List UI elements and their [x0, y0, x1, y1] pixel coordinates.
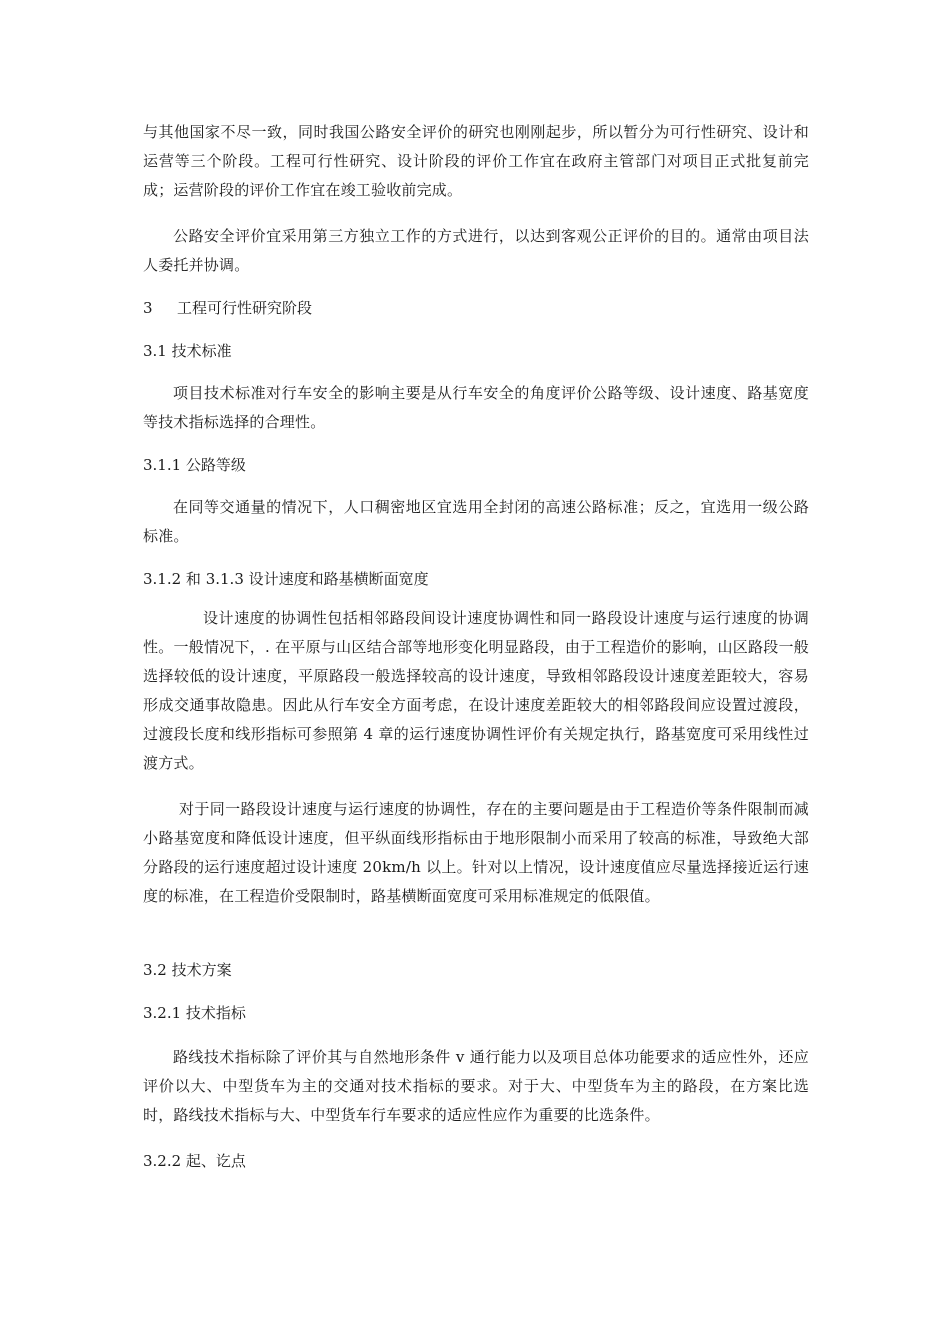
section-heading-3-1-2: 3.1.2 和 3.1.3 设计速度和路基横断面宽度 [143, 570, 429, 588]
section-heading-3-2: 3.2 技术方案 [143, 961, 232, 979]
paragraph-technical-standard: 项目技术标准对行车安全的影响主要是从行车安全的角度评价公路等级、设计速度、路基宽度等技术指标选择的合理性。 [143, 384, 809, 431]
section-heading-3-2-2: 3.2.2 起、讫点 [143, 1152, 246, 1170]
paragraph-operating-speed: 对于同一路段设计速度与运行速度的协调性，存在的主要问题是由于工程造价等条件限制而减小路基宽度和降低设计速度，但平纵面线形指标由于地形限制小而采用了较高的标准，导致绝大部分路段的运行速度超过设计速度 20km/h 以上。针对以上情况，设计速度值应尽量选择接近运行速度的标准，在工程造价受限制时，路基横断面宽度可采用标准规定的低限值。 [143, 800, 809, 905]
section-number: 3 [143, 299, 153, 317]
section-heading-3 [143, 294, 312, 323]
paragraph-technical-indicators: 路线技术指标除了评价其与自然地形条件 v 通行能力以及项目总体功能要求的适应性外，还应评价以大、中型货车为主的交通对技术指标的要求。对于大、中型货车为主的路段，在方案比选时，路线技术指标与大、中型货车行车要求的适应性应作为重要的比选条件。 [143, 1048, 809, 1124]
section-heading-3-1-1: 3.1.1 公路等级 [143, 456, 246, 474]
paragraph-evaluation-stages: 与其他国家不尽一致，同时我国公路安全评价的研究也刚刚起步，所以暂分为可行性研究、设计和运营等三个阶段。工程可行性研究、设计阶段的评价工作宜在政府主管部门对项目正式批复前完成；运营阶段的评价工作宜在竣工验收前完成。 [143, 123, 809, 199]
section-heading-3-2-1: 3.2.1 技术指标 [143, 1004, 246, 1022]
paragraph-third-party: 公路安全评价宜采用第三方独立工作的方式进行，以达到客观公正评价的目的。通常由项目法人委托并协调。 [143, 227, 809, 274]
section-title: 工程可行性研究阶段 [177, 299, 313, 317]
paragraph-road-grade: 在同等交通量的情况下，人口稠密地区宜选用全封闭的高速公路标准；反之，宜选用一级公路标准。 [143, 498, 809, 545]
paragraph-design-speed: 设计速度的协调性包括相邻路段间设计速度协调性和同一路段设计速度与运行速度的协调性。一般情况下，. 在平原与山区结合部等地形变化明显路段，由于工程造价的影响，山区路段一般选择较低的设计速度，平原路段一般选择较高的设计速度，导致相邻路段设计速度差距较大，容易形成交通事故隐患。因此从行车安全方面考虑，在设计速度差距较大的相邻路段间应设置过渡段，过渡段长度和线形指标可参照第 4 章的运行速度协调性评价有关规定执行，路基宽度可采用线性过渡方式。 [143, 609, 809, 772]
section-heading-3-1: 3.1 技术标准 [143, 342, 232, 360]
